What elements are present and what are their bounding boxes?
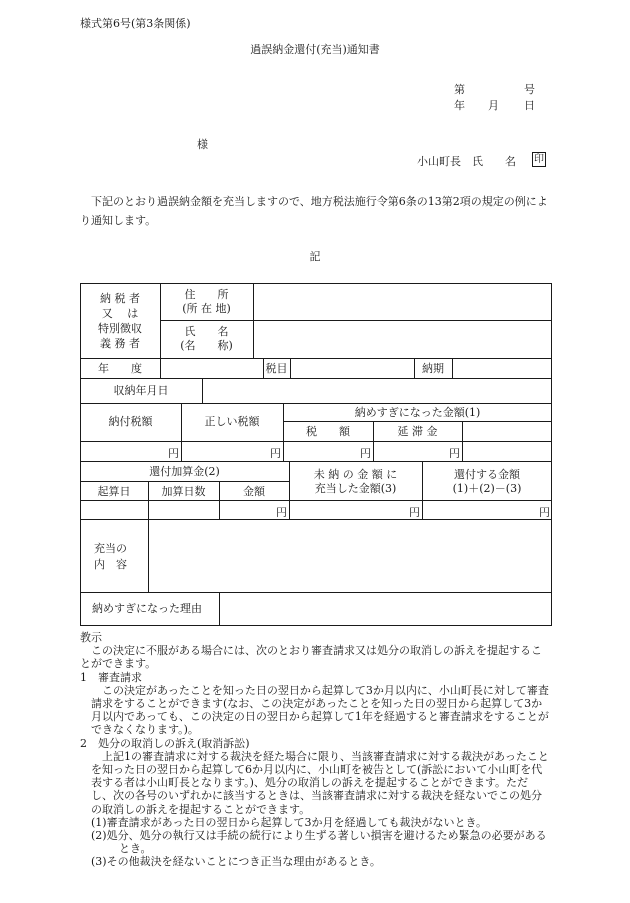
correct-tax-label: 正しい税額 — [204, 415, 260, 428]
unpaid-applied-yen: 円 — [409, 506, 420, 519]
late-fee-label: 延 滞 金 — [397, 425, 438, 438]
instruction-notes — [80, 631, 550, 869]
address-field[interactable] — [260, 293, 546, 315]
item-3: (3)その他裁決を経ないことにつき正当な理由があるとき。 — [91, 855, 381, 869]
number-label-dai: 第 — [454, 83, 465, 96]
seal-mark: 印 — [534, 154, 544, 165]
tax-item-label: 税目 — [265, 362, 288, 375]
taxpayer-label: 納 税 者 又 は 特別徴収 義 務 者 — [98, 292, 142, 350]
paid-tax-label: 納付税額 — [108, 415, 153, 428]
item-1: (1)審査請求があった日の翌日から起算して3か月を経過しても裁決がないとき。 — [91, 815, 488, 829]
payment-date-label: 収納年月日 — [113, 384, 169, 397]
paid-tax-yen: 円 — [168, 447, 179, 460]
form-number: 様式第6号(第3条関係) — [80, 17, 191, 30]
notes-intro: この決定に不服がある場合には、次のとおり審査請求又は処分の取消しの訴えを提起することができます。 — [80, 644, 542, 671]
content-field[interactable] — [154, 523, 548, 589]
name-label: 氏 名 (名 称) — [180, 325, 233, 352]
due-field[interactable] — [456, 361, 548, 375]
refund-amount-label: 還付する金額 (1)＋(2)－(3) — [452, 468, 522, 495]
section-2-body: 上記1の審査請求に対する裁決を経た場合に限り、当該審査請求に対する裁決があったことを知った日の翌日から起算して6か月以内に、小山町を被告として(訴訟において小山町を代表する者は小山町長となります。)、処分の取消しの訴えを提起することができます。ただし、次の各号のいずれかに該当するときは、当該審査請求に対する裁決を経ないでこの処分の取消しの訴えを提起することができます。 — [91, 749, 549, 816]
amount-label: 金額 — [243, 485, 265, 498]
refund-add-label: 還付加算金(2) — [149, 465, 220, 478]
reason-field[interactable] — [224, 596, 548, 622]
issuer-name: 小山町長 氏 名 — [417, 155, 516, 168]
name-field[interactable] — [260, 328, 546, 352]
unpaid-applied-label: 未 納 の 金 額 に 充当した金額(3) — [313, 468, 398, 495]
correct-tax-yen: 円 — [270, 447, 281, 460]
section-1-body: この決定があったことを知った日の翌日から起算して3か月以内に、小山町長に対して審査請求をすることができます(なお、この決定があったことを知った日の翌日から起算して3か月以内であっても、この決定の日の翌日から起算して1年を経過すると審査請求をすることができなくなります。)。 — [91, 683, 549, 737]
year-label: 年 度 — [98, 362, 142, 375]
recipient-honorific: 様 — [197, 138, 208, 151]
due-label: 納期 — [422, 362, 444, 375]
notes-heading: 教示 — [80, 631, 102, 644]
tax-amount-label: 税 額 — [306, 425, 350, 438]
document-title: 過誤納金還付(充当)通知書 — [250, 43, 380, 56]
address-label: 住 所 (所 在 地) — [182, 288, 231, 315]
date-year-label: 年 — [454, 99, 465, 112]
late-fee-yen: 円 — [449, 447, 460, 460]
refund-add-yen: 円 — [276, 506, 287, 519]
payment-date-field[interactable] — [206, 382, 548, 399]
section-2-title: 2 処分の取消しの訴え(取消訴訟) — [80, 736, 250, 750]
start-date-label: 起算日 — [97, 485, 131, 498]
item-2: (2)処分、処分の執行又は手続の続行により生ずる著しい損害を避けるため緊急の必要があるとき。 — [91, 829, 547, 856]
year-field[interactable] — [164, 361, 260, 375]
date-day-label: 日 — [524, 99, 535, 112]
reason-label: 納めすぎになった理由 — [92, 602, 202, 615]
tax-item-field[interactable] — [294, 361, 410, 375]
add-days-label: 加算日数 — [161, 485, 206, 498]
intro-text: 下記のとおり過誤納金額を充当しますので、地方税法施行令第6条の13第2項の規定の例により通知します。 — [80, 195, 548, 227]
ki-label: 記 — [309, 250, 321, 263]
section-1-title: 1 審査請求 — [80, 670, 142, 684]
date-month-label: 月 — [488, 99, 499, 112]
refund-amount-yen: 円 — [539, 506, 550, 519]
number-label-go: 号 — [524, 83, 535, 96]
form-table — [80, 283, 552, 626]
overpaid-label: 納めすぎになった金額(1) — [354, 406, 481, 419]
content-label: 充当の 内 容 — [94, 542, 127, 571]
tax-amount-yen: 円 — [360, 447, 371, 460]
